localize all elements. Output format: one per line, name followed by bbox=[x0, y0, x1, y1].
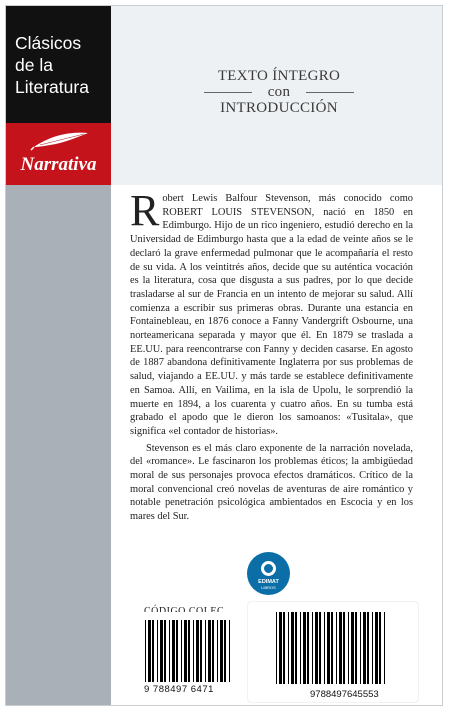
publisher-ring-icon bbox=[261, 561, 276, 576]
barcode-bar bbox=[217, 620, 218, 682]
barcode-bar bbox=[181, 620, 182, 682]
blurb-line-1: TEXTO ÍNTEGRO bbox=[217, 68, 341, 84]
quill-feather-icon bbox=[30, 129, 90, 151]
barcode-bar bbox=[208, 620, 211, 682]
bio-text-1: obert Lewis Balfour Stevenson, más conocido como ROBERT LOUIS STEVENSON, nació en 1850 en Edimburgo. Hijo de un rico ingeniero, estudió derecho en la Universidad de Edimburgo hasta que a la edad de veinte años se le declaró la grave enfermedad pulmonar que le acompañaría el resto de su vida. A los veintitrés años, decide que su auténtica vocación es la literatura, cosa que disgusta a sus padres, por lo que decide trasladarse al sur de Francia en un intento de mejorar su salud. Allí comienza a escribir sus primeras obras. Durante una estancia en Fontainebleau, en 1876 conoce a Fanny Vandergrift Osbourne, una norteamericana separada y mayor que él. En 1879 se traslada a EE.UU. para reencontrarse con Fanny y deciden casarse. En agosto de 1887 abandona definitivamente Inglaterra por sus problemas de salud, viajando a EE.UU. y más tarde se establece definitivamente en Samoa. Allí, en Vailima, en la isla de Upolu, le sorprendió la muerte en 1894, a los cuarenta y cuatro años. En su tumba está grabado el apodo que le dieron los samoanos: «Tusitala», que significa «el contador de historias». bbox=[130, 193, 413, 437]
barcode-bar bbox=[220, 620, 223, 682]
barcode-bar bbox=[315, 612, 318, 684]
barcode-bar bbox=[379, 612, 381, 684]
genre-label: Narrativa bbox=[20, 154, 97, 175]
series-title-line: Clásicos bbox=[15, 33, 82, 53]
barcode-bar bbox=[300, 612, 301, 684]
barcode-bar bbox=[343, 612, 345, 684]
publisher-name-text: EDIMAT bbox=[258, 579, 279, 585]
barcode-right-number: 9788497645553 bbox=[310, 689, 379, 700]
barcode-right-bars bbox=[276, 612, 388, 684]
barcode-bar bbox=[355, 612, 357, 684]
publisher-logo bbox=[247, 552, 290, 595]
series-title-line: de la bbox=[15, 55, 53, 75]
barcode-bar bbox=[331, 612, 333, 684]
barcode-bar bbox=[229, 620, 230, 682]
blurb-line-2-wrap bbox=[204, 84, 354, 100]
blurb-line-2: con bbox=[267, 84, 291, 100]
barcode-bar bbox=[169, 620, 170, 682]
series-title-line: Literatura bbox=[15, 77, 89, 97]
barcode-bar bbox=[188, 620, 190, 682]
barcode-bar bbox=[312, 612, 313, 684]
barcode-bar bbox=[196, 620, 199, 682]
barcode-bar bbox=[276, 612, 277, 684]
barcode-bar bbox=[319, 612, 321, 684]
barcode-bar bbox=[351, 612, 354, 684]
series-box bbox=[6, 6, 111, 123]
barcode-bar bbox=[148, 620, 151, 682]
genre-box bbox=[6, 123, 111, 185]
publisher-name bbox=[247, 579, 290, 591]
barcode-bar bbox=[160, 620, 163, 682]
barcode-bar bbox=[283, 612, 285, 684]
author-biography bbox=[130, 186, 413, 524]
barcode-bar bbox=[339, 612, 342, 684]
barcode-bar bbox=[363, 612, 366, 684]
barcode-bar bbox=[279, 612, 282, 684]
bio-paragraph-2: Stevenson es el más claro exponente de la narración novelada, del «romance». Le fascinaron los problemas éticos; la ambigüedad moral de sus personajes provoca efectos dramáticos. Crítico de la moral convencional creó novelas de aventuras de aire romántico y notable penetración psicológica ambientados en Escocia y en los mares del Sur. bbox=[130, 442, 413, 523]
barcode-bar bbox=[291, 612, 294, 684]
barcode-bar bbox=[145, 620, 146, 682]
barcode-bar bbox=[303, 612, 306, 684]
barcode-bar bbox=[324, 612, 325, 684]
barcode-bar bbox=[152, 620, 154, 682]
barcode-bar bbox=[157, 620, 158, 682]
barcode-bar bbox=[375, 612, 378, 684]
barcode-bar bbox=[360, 612, 361, 684]
barcode-bar bbox=[212, 620, 214, 682]
barcode-bar bbox=[384, 612, 385, 684]
barcode-bar bbox=[348, 612, 349, 684]
barcode-bar bbox=[200, 620, 202, 682]
bio-paragraph-1 bbox=[130, 186, 413, 439]
barcode-left-number: 9 788497 6471 bbox=[144, 684, 214, 695]
barcode-bar bbox=[367, 612, 369, 684]
barcode-bar bbox=[336, 612, 337, 684]
blurb-rule-right bbox=[306, 92, 354, 93]
barcode-bar bbox=[295, 612, 297, 684]
blurb-rule-left bbox=[204, 92, 252, 93]
barcode-bar bbox=[176, 620, 178, 682]
barcode-bar bbox=[193, 620, 194, 682]
blurb-line-3: INTRODUCCIÓN bbox=[220, 100, 338, 116]
series-title bbox=[15, 32, 89, 98]
barcode-bar bbox=[164, 620, 166, 682]
barcode-bar bbox=[205, 620, 206, 682]
barcode-bar bbox=[224, 620, 226, 682]
barcode-bar bbox=[184, 620, 187, 682]
publisher-sub-text: LIBROS bbox=[261, 585, 276, 590]
barcode-bar bbox=[307, 612, 309, 684]
barcode-bar bbox=[372, 612, 373, 684]
drop-cap: R bbox=[130, 186, 160, 235]
barcode-bar bbox=[172, 620, 175, 682]
barcode-left-bars bbox=[145, 620, 231, 682]
barcode-bar bbox=[288, 612, 289, 684]
barcode-right bbox=[248, 602, 418, 702]
barcode-bar bbox=[327, 612, 330, 684]
edition-blurb bbox=[204, 68, 354, 116]
